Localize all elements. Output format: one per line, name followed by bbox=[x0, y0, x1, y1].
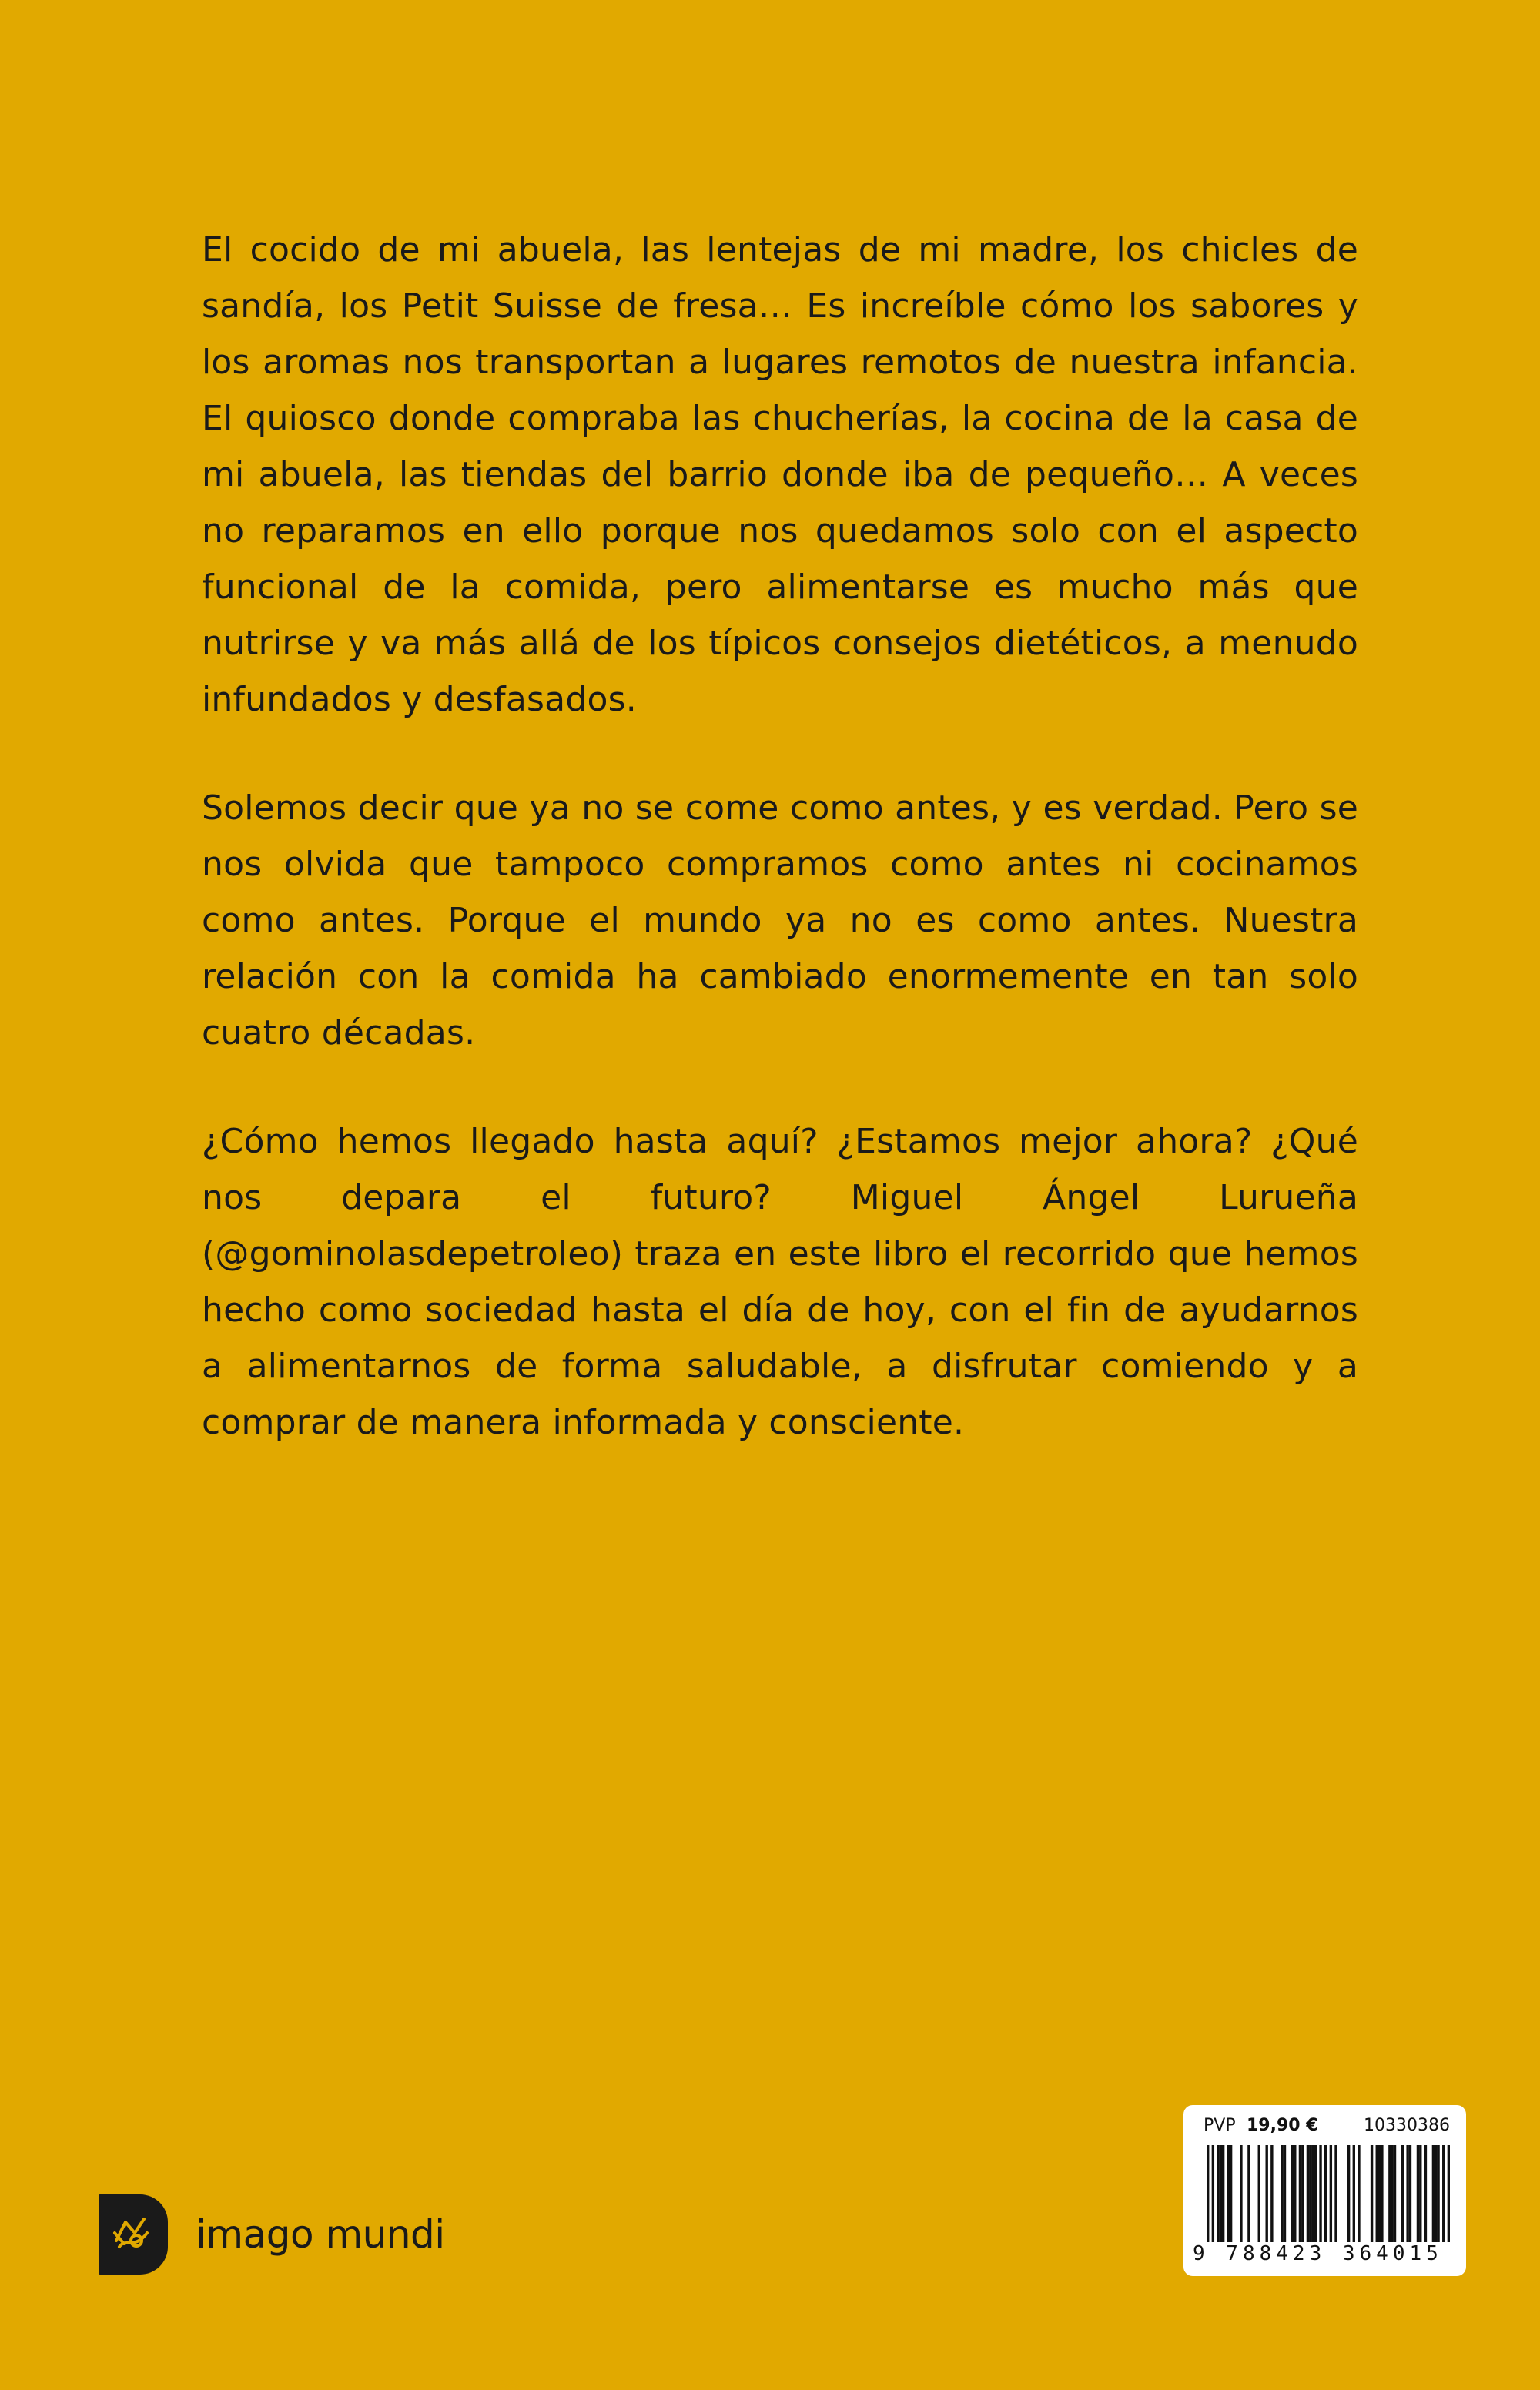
barcode-bar bbox=[1324, 2145, 1327, 2242]
barcode-bar bbox=[1334, 2145, 1337, 2242]
barcode-bar bbox=[1432, 2145, 1435, 2242]
product-code: 10330386 bbox=[1364, 2116, 1450, 2135]
barcode-bar bbox=[1299, 2145, 1301, 2242]
barcode-bar bbox=[1391, 2145, 1393, 2242]
barcode-bar bbox=[1240, 2145, 1242, 2242]
barcode-bar bbox=[1448, 2145, 1450, 2242]
barcode-bar bbox=[1409, 2145, 1411, 2242]
barcode-bar bbox=[1222, 2145, 1224, 2242]
barcode-bar bbox=[1291, 2145, 1294, 2242]
barcode-bar bbox=[1220, 2145, 1222, 2242]
barcode-bar bbox=[1406, 2145, 1408, 2242]
blurb-paragraph-1: El cocido de mi abuela, las lentejas de mi madre, los chicles de sandía, los Petit Suisse de fresa… Es increíble cómo los sabores y los aromas nos transportan a lugares remotos de nuestra infancia. El quiosco donde compraba las chucherías, la cocina de la casa de mi abuela, las tiendas del barrio donde iba de pequeño… A veces no reparamos en ello porque nos quedamos solo con el aspecto funcional de la comida, pero alimentarse es mucho más que nutrirse y va más allá de los típicos consejos dietéticos, a menudo infundados y desfasados. bbox=[202, 230, 1358, 719]
barcode-bar bbox=[1319, 2145, 1321, 2242]
barcode-bar bbox=[1307, 2145, 1309, 2242]
barcode-bar bbox=[1348, 2145, 1350, 2242]
barcode-bar bbox=[1230, 2145, 1232, 2242]
barcode-bar bbox=[1424, 2145, 1427, 2242]
publisher-mark bbox=[99, 2194, 445, 2275]
barcode-bar bbox=[1227, 2145, 1230, 2242]
barcode-bar bbox=[1247, 2145, 1250, 2242]
back-cover-blurb bbox=[202, 222, 1358, 1503]
barcode-bar bbox=[1284, 2145, 1286, 2242]
barcode-bar bbox=[1266, 2145, 1268, 2242]
barcode-bar bbox=[1301, 2145, 1304, 2242]
imago-mundi-logo-icon bbox=[99, 2194, 168, 2275]
isbn-digits: 9 788423 364015 bbox=[1193, 2242, 1443, 2265]
barcode-label bbox=[1183, 2105, 1466, 2276]
barcode-bar bbox=[1311, 2145, 1314, 2242]
barcode-price-row bbox=[1204, 2116, 1450, 2147]
barcode-bar bbox=[1258, 2145, 1260, 2242]
barcode-bars bbox=[1207, 2145, 1450, 2242]
barcode-bar bbox=[1378, 2145, 1381, 2242]
price: 19,90 € bbox=[1247, 2116, 1318, 2135]
barcode-bar bbox=[1388, 2145, 1391, 2242]
barcode-bar bbox=[1207, 2145, 1209, 2242]
barcode-bar bbox=[1212, 2145, 1214, 2242]
barcode-bar bbox=[1270, 2145, 1273, 2242]
barcode-bar bbox=[1281, 2145, 1283, 2242]
barcode-bar bbox=[1435, 2145, 1437, 2242]
blurb-paragraph-3: ¿Cómo hemos llegado hasta aquí? ¿Estamos mejor ahora? ¿Qué nos depara el futuro? Miguel Ángel Lurueña (@gominolasdepetroleo) traza en este libro el recorrido que hemos hecho como sociedad hasta el día de hoy, con el fin de ayudarnos a alimentarnos de forma saludable, a disfrutar comiendo y a comprar de manera informada y consciente. bbox=[202, 1122, 1358, 1442]
barcode-bar bbox=[1353, 2145, 1355, 2242]
barcode-bar bbox=[1442, 2145, 1445, 2242]
barcode-bar bbox=[1314, 2145, 1317, 2242]
barcode-bar bbox=[1330, 2145, 1332, 2242]
barcode-bar bbox=[1437, 2145, 1439, 2242]
barcode-bar bbox=[1294, 2145, 1296, 2242]
blurb-paragraph-2: Solemos decir que ya no se come como antes, y es verdad. Pero se nos olvida que tampoco compramos como antes ni cocinamos como antes. Porque el mundo ya no es como antes. Nuestra relación con la comida ha cambiado enormemente en tan solo cuatro décadas. bbox=[202, 788, 1358, 1053]
publisher-name: imago mundi bbox=[196, 2212, 445, 2257]
barcode-bar bbox=[1371, 2145, 1373, 2242]
barcode-bar bbox=[1217, 2145, 1219, 2242]
barcode-bar bbox=[1376, 2145, 1378, 2242]
publisher-logo-glyph bbox=[109, 2210, 158, 2259]
barcode-bar bbox=[1358, 2145, 1360, 2242]
barcode-bar bbox=[1419, 2145, 1421, 2242]
pvp-label: PVP bbox=[1204, 2116, 1236, 2135]
barcode-bar bbox=[1401, 2145, 1404, 2242]
barcode-bar bbox=[1394, 2145, 1396, 2242]
barcode-bar bbox=[1381, 2145, 1383, 2242]
barcode-bar bbox=[1417, 2145, 1419, 2242]
barcode-bar bbox=[1309, 2145, 1311, 2242]
